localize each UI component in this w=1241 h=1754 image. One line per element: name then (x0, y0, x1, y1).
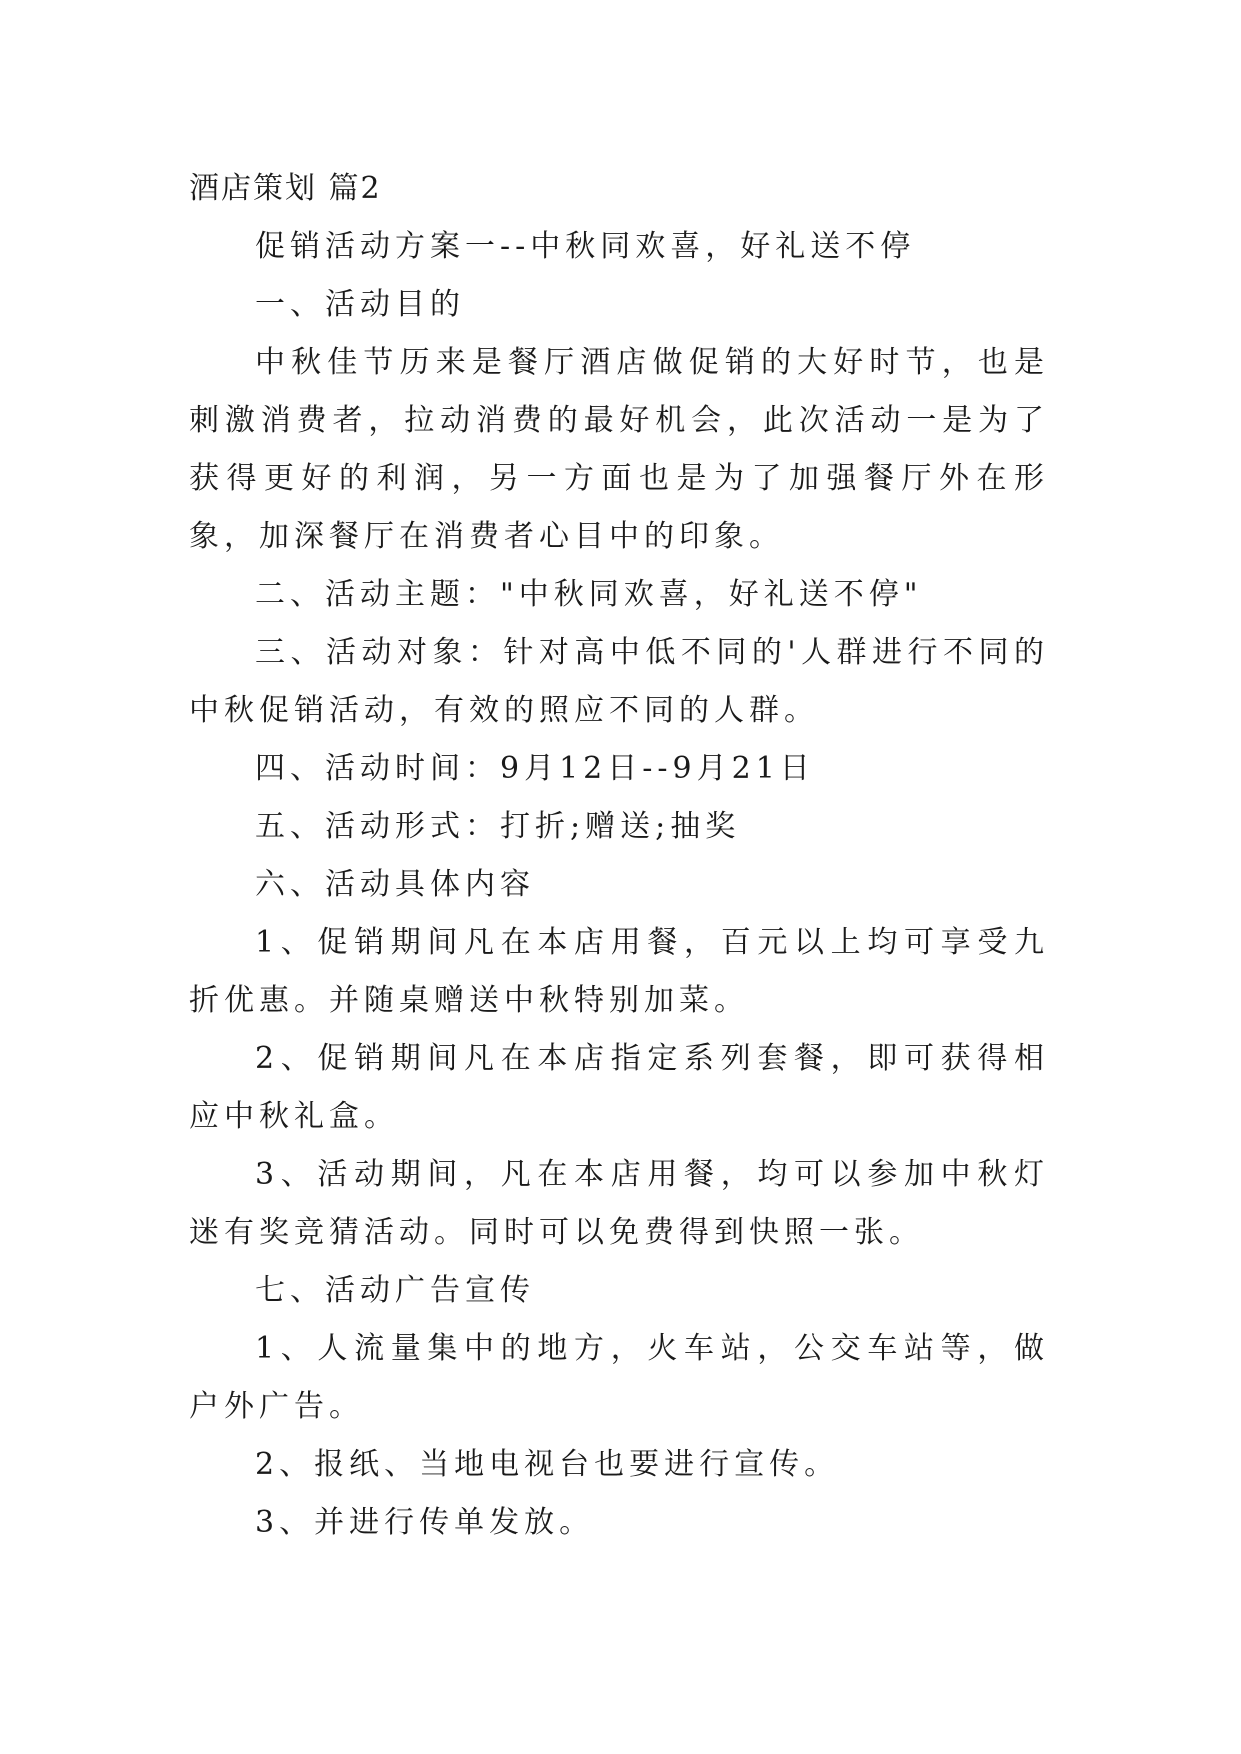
paragraph-theme: 二、活动主题："中秋同欢喜，好礼送不停" (255, 577, 923, 612)
document-body (189, 160, 1049, 1552)
paragraph-content-item-2: 2、促销期间凡在本店指定系列套餐，即可获得相应中秋礼盒。 (189, 1041, 1049, 1134)
section-heading-content: 六、活动具体内容 (255, 867, 535, 902)
paragraph-ad-item-3: 3、并进行传单发放。 (255, 1505, 595, 1540)
paragraph-audience: 三、活动对象：针对高中低不同的'人群进行不同的中秋促销活动，有效的照应不同的人群。 (189, 635, 1049, 728)
paragraph-time: 四、活动时间：9月12日--9月21日 (255, 751, 815, 786)
document-title: 酒店策划 篇2 (189, 171, 382, 206)
paragraph-content-item-3: 3、活动期间，凡在本店用餐，均可以参加中秋灯迷有奖竞猜活动。同时可以免费得到快照一张。 (189, 1157, 1049, 1250)
paragraph-ad-item-1: 1、人流量集中的地方，火车站，公交车站等，做户外广告。 (189, 1331, 1049, 1424)
paragraph-format: 五、活动形式：打折;赠送;抽奖 (255, 809, 741, 844)
paragraph-campaign-title: 促销活动方案一--中秋同欢喜，好礼送不停 (255, 229, 916, 264)
paragraph-content-item-1: 1、促销期间凡在本店用餐，百元以上均可享受九折优惠。并随桌赠送中秋特别加菜。 (189, 925, 1049, 1018)
section-heading-purpose: 一、活动目的 (255, 287, 465, 322)
section-heading-advertising: 七、活动广告宣传 (255, 1273, 535, 1308)
paragraph-purpose: 中秋佳节历来是餐厅酒店做促销的大好时节，也是刺激消费者，拉动消费的最好机会，此次活动一是为了获得更好的利润，另一方面也是为了加强餐厅外在形象，加深餐厅在消费者心目中的印象。 (189, 345, 1049, 554)
paragraph-ad-item-2: 2、报纸、当地电视台也要进行宣传。 (255, 1447, 840, 1482)
